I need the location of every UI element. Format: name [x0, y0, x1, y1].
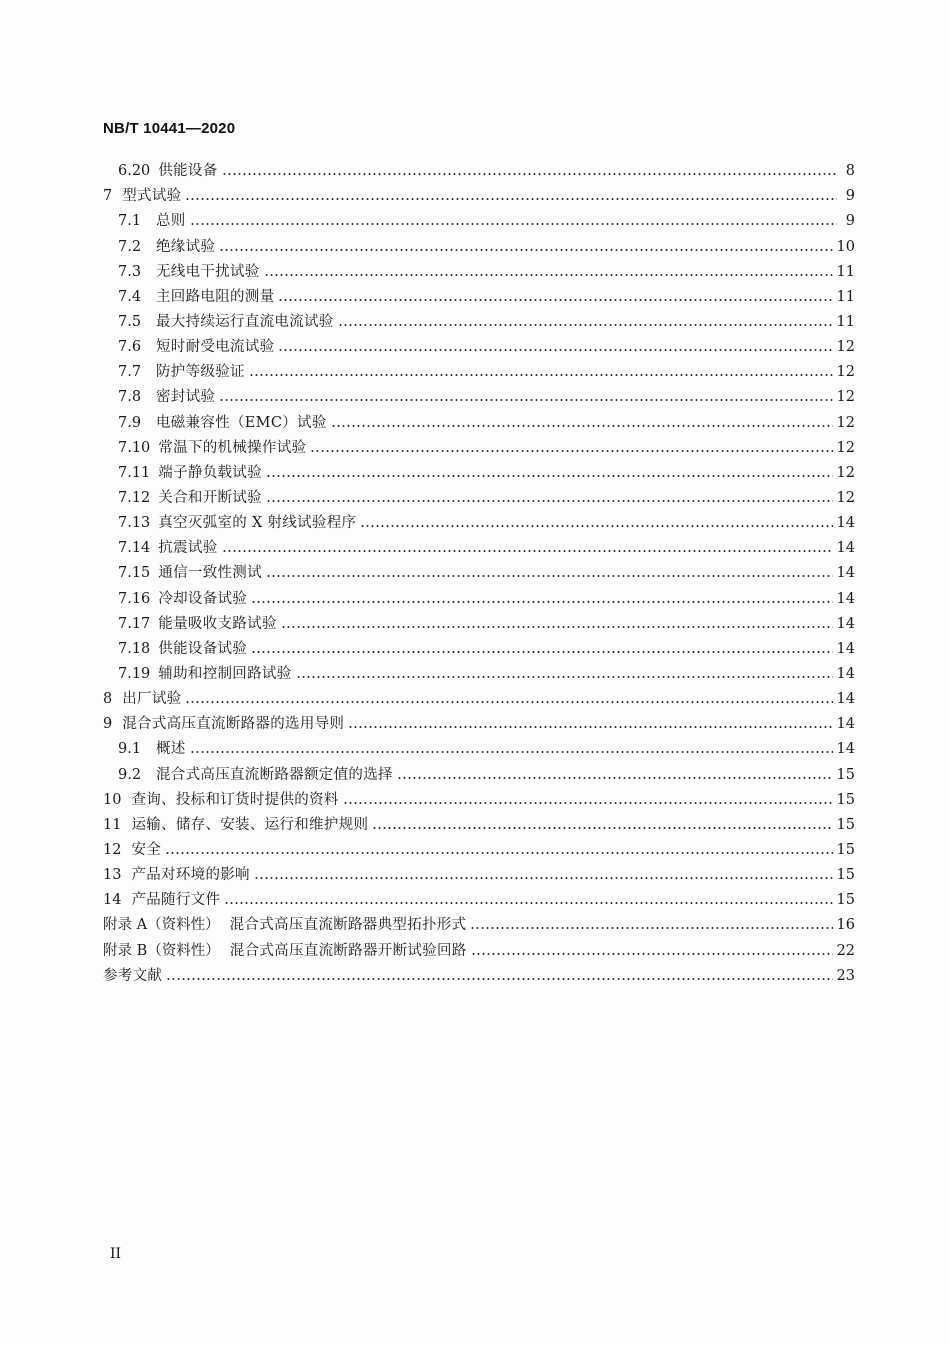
toc-entry-title: 参考文献 [103, 967, 163, 984]
toc-entry-title: 能量吸收支路试验 [158, 615, 277, 632]
toc-entry[interactable] [103, 784, 855, 809]
toc-dot-leader [310, 449, 832, 453]
toc-entry-title: 安全 [131, 841, 162, 858]
toc-entry-number: 7.11 [118, 464, 151, 481]
toc-entry-title: 混合式高压直流断路器开断试验回路 [229, 942, 467, 959]
toc-entry[interactable] [103, 557, 855, 582]
toc-entry[interactable] [103, 608, 855, 633]
toc-entry-number: 附录 A（资料性） [103, 917, 220, 934]
toc-entry-title: 关合和开断试验 [158, 489, 262, 506]
toc-entry[interactable] [103, 507, 855, 532]
toc-entry-title: 供能设备试验 [158, 640, 248, 657]
toc-entry[interactable] [103, 834, 855, 859]
toc-entry[interactable] [103, 482, 855, 507]
toc-entry-title: 供能设备 [158, 163, 218, 180]
toc-entry-title: 绝缘试验 [156, 238, 216, 255]
toc-dot-leader [343, 801, 833, 805]
toc-dot-leader [372, 826, 832, 830]
toc-dot-leader [251, 650, 832, 654]
toc-dot-leader [331, 424, 833, 428]
toc-entry-title: 产品对环境的影响 [131, 867, 250, 884]
toc-entry[interactable] [103, 331, 855, 356]
toc-entry-page: 9 [845, 213, 855, 230]
toc-dot-leader [470, 926, 832, 930]
toc-entry[interactable] [103, 633, 855, 658]
toc-dot-leader [281, 625, 833, 629]
toc-entry[interactable] [103, 155, 855, 180]
toc-entry-page: 12 [836, 339, 855, 356]
toc-entry[interactable] [103, 708, 855, 733]
toc-entry[interactable] [103, 582, 855, 607]
toc-entry[interactable] [103, 432, 855, 457]
toc-entry-number: 13 [103, 867, 122, 884]
toc-entry-page: 15 [836, 841, 855, 858]
toc-entry[interactable] [103, 733, 855, 758]
toc-entry-title: 主回路电阻的测量 [156, 288, 275, 305]
toc-dot-leader [266, 474, 833, 478]
toc-entry-title: 出厂试验 [122, 691, 182, 708]
toc-entry[interactable] [103, 532, 855, 557]
toc-dot-leader [266, 499, 833, 503]
toc-entry[interactable] [103, 230, 855, 255]
toc-entry-title: 混合式高压直流断路器额定值的选择 [156, 766, 393, 783]
toc-entry-number: 11 [103, 816, 122, 833]
toc-entry-number: 附录 B（资料性） [103, 942, 220, 959]
toc-entry-title: 密封试验 [156, 389, 216, 406]
toc-dot-leader [278, 298, 832, 302]
toc-entry-number: 7.10 [118, 439, 151, 456]
toc-entry[interactable] [103, 658, 855, 683]
document-code: NB/T 10441—2020 [103, 120, 236, 137]
toc-entry-title: 混合式高压直流断路器典型拓扑形式 [229, 917, 467, 934]
toc-entry-page: 23 [836, 967, 855, 984]
toc-entry-number: 7.5 [118, 313, 142, 330]
toc-entry-page: 15 [836, 867, 855, 884]
toc-entry[interactable] [103, 934, 855, 959]
toc-entry-number: 7.7 [118, 364, 142, 381]
toc-entry-title: 概述 [156, 741, 186, 758]
toc-entry[interactable] [103, 884, 855, 909]
toc-entry-page: 14 [836, 615, 855, 632]
toc-entry-number: 7.12 [118, 489, 151, 506]
toc-entry-page: 15 [836, 766, 855, 783]
toc-entry-number: 14 [103, 892, 122, 909]
toc-entry-title: 防护等级验证 [156, 364, 245, 381]
toc-entry[interactable] [103, 809, 855, 834]
toc-entry-page: 12 [836, 389, 855, 406]
toc-entry[interactable] [103, 180, 855, 205]
toc-entry-number: 7.6 [118, 339, 142, 356]
toc-entry-title: 抗震试验 [158, 540, 218, 557]
toc-entry-title: 混合式高压直流断路器的选用导则 [122, 716, 345, 733]
toc-entry-page: 12 [836, 489, 855, 506]
toc-dot-leader [278, 348, 832, 352]
toc-dot-leader [266, 574, 833, 578]
toc-entry-title: 无线电干扰试验 [156, 263, 260, 280]
toc-dot-leader [360, 524, 832, 528]
toc-entry-title: 型式试验 [122, 188, 182, 205]
toc-entry-page: 12 [836, 464, 855, 481]
toc-entry-page: 15 [836, 892, 855, 909]
toc-dot-leader [166, 977, 832, 981]
toc-entry-page: 14 [836, 565, 855, 582]
toc-entry[interactable] [103, 281, 855, 306]
toc-dot-leader [251, 600, 832, 604]
toc-entry-page: 16 [836, 917, 855, 934]
toc-entry-number: 6.20 [118, 163, 151, 180]
toc-entry-title: 总则 [156, 213, 186, 230]
toc-entry-page: 14 [836, 691, 855, 708]
toc-entry[interactable] [103, 205, 855, 230]
toc-entry-page: 14 [836, 741, 855, 758]
toc-entry-page: 22 [836, 942, 855, 959]
toc-entry-title: 电磁兼容性（EMC）试验 [156, 414, 327, 431]
toc-entry-title: 真空灭弧室的 X 射线试验程序 [158, 515, 357, 532]
toc-entry-page: 8 [845, 163, 855, 180]
toc-entry-number: 7.19 [118, 665, 151, 682]
toc-entry[interactable] [103, 356, 855, 381]
toc-entry[interactable] [103, 381, 855, 406]
toc-entry-page: 12 [836, 439, 855, 456]
toc-dot-leader [264, 273, 833, 277]
toc-dot-leader [471, 952, 833, 956]
toc-entry-number: 7.1 [118, 213, 142, 230]
toc-entry-number: 7.17 [118, 615, 151, 632]
toc-entry-title: 产品随行文件 [131, 892, 221, 909]
toc-entry-title: 查询、投标和订货时提供的资料 [131, 791, 339, 808]
toc-entry-number: 7.18 [118, 640, 151, 657]
toc-entry-page: 14 [836, 590, 855, 607]
toc-entry-number: 7.15 [118, 565, 151, 582]
toc-entry-page: 12 [836, 364, 855, 381]
toc-entry[interactable] [103, 306, 855, 331]
toc-dot-leader [224, 901, 832, 905]
toc-dot-leader [296, 675, 833, 679]
toc-entry-page: 15 [836, 816, 855, 833]
toc-entry-page: 14 [836, 665, 855, 682]
toc-entry-number: 7.3 [118, 263, 142, 280]
toc-entry-page: 15 [836, 791, 855, 808]
toc-entry-number: 10 [103, 791, 122, 808]
toc-entry-number: 7.2 [118, 238, 142, 255]
toc-entry[interactable] [103, 859, 855, 884]
toc-dot-leader [249, 373, 833, 377]
toc-entry-number: 7.8 [118, 389, 142, 406]
toc-entry[interactable] [103, 960, 855, 985]
toc-entry[interactable] [103, 683, 855, 708]
toc-entry-page: 11 [836, 263, 855, 280]
toc-entry-title: 通信一致性测试 [158, 565, 262, 582]
toc-entry-number: 7.9 [118, 414, 142, 431]
toc-entry-title: 辅助和控制回路试验 [158, 665, 292, 682]
toc-entry[interactable] [103, 457, 855, 482]
toc-entry[interactable] [103, 758, 855, 783]
toc-entry-number: 8 [103, 691, 113, 708]
toc-entry-number: 7 [103, 188, 113, 205]
toc-entry[interactable] [103, 256, 855, 281]
toc-entry-number: 9.1 [118, 741, 142, 758]
toc-entry-number: 7.4 [118, 288, 142, 305]
toc-entry-number: 7.16 [118, 590, 151, 607]
toc-entry-page: 14 [836, 540, 855, 557]
toc-entry-page: 9 [845, 188, 855, 205]
toc-entry-page: 14 [836, 640, 855, 657]
toc-entry-page: 11 [836, 313, 855, 330]
toc-dot-leader [185, 197, 837, 201]
toc-dot-leader [222, 549, 833, 553]
toc-dot-leader [219, 248, 832, 252]
toc-dot-leader [190, 750, 833, 754]
toc-entry[interactable] [103, 909, 855, 934]
toc-entry-number: 9 [103, 716, 113, 733]
toc-entry[interactable] [103, 406, 855, 431]
table-of-contents [103, 155, 855, 985]
toc-dot-leader [397, 776, 833, 780]
toc-entry-page: 14 [836, 716, 855, 733]
page-number: II [110, 1246, 122, 1262]
toc-entry-title: 端子静负载试验 [158, 464, 262, 481]
toc-entry-title: 最大持续运行直流电流试验 [156, 313, 334, 330]
toc-entry-page: 14 [836, 515, 855, 532]
toc-dot-leader [219, 398, 832, 402]
toc-entry-number: 12 [103, 841, 122, 858]
toc-entry-number: 7.14 [118, 540, 151, 557]
toc-entry-number: 9.2 [118, 766, 142, 783]
toc-entry-page: 12 [836, 414, 855, 431]
toc-dot-leader [348, 725, 832, 729]
toc-entry-title: 运输、储存、安装、运行和维护规则 [131, 816, 369, 833]
toc-entry-number: 7.13 [118, 515, 151, 532]
toc-dot-leader [254, 876, 833, 880]
toc-dot-leader [190, 222, 837, 226]
toc-dot-leader [185, 700, 832, 704]
toc-entry-page: 11 [836, 288, 855, 305]
toc-dot-leader [165, 851, 832, 855]
toc-entry-title: 冷却设备试验 [158, 590, 248, 607]
toc-dot-leader [338, 323, 833, 327]
toc-entry-page: 10 [836, 238, 855, 255]
toc-entry-title: 常温下的机械操作试验 [158, 439, 307, 456]
toc-entry-title: 短时耐受电流试验 [156, 339, 275, 356]
toc-dot-leader [222, 172, 838, 176]
